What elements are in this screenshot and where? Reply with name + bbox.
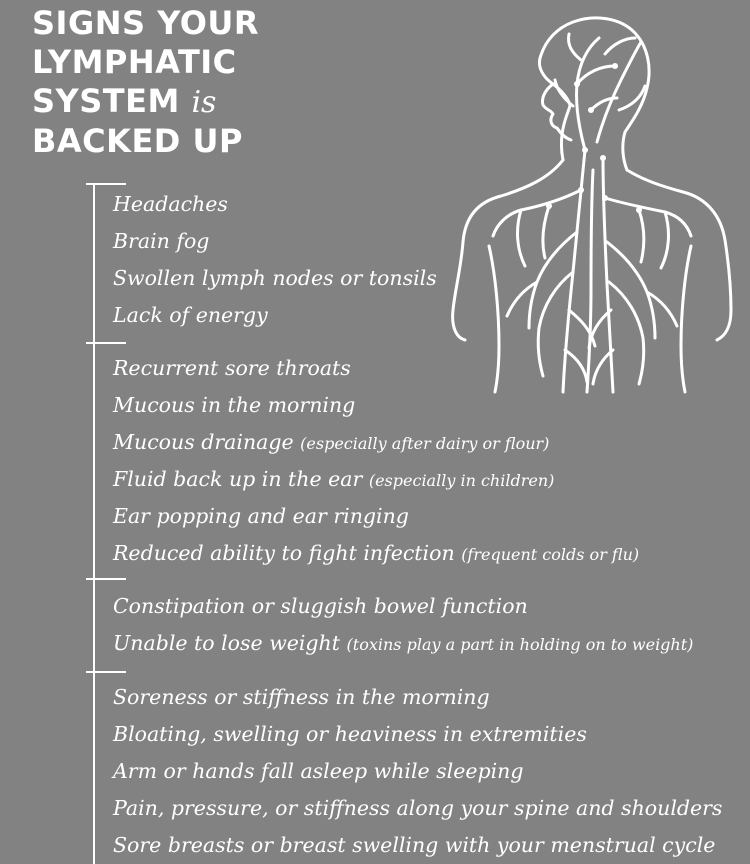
arm-right-inner [681,246,691,392]
title-line-1: SIGNS YOUR [32,4,260,42]
timeline-tick [86,578,126,580]
symptom-text: Pain, pressure, or stiffness along your spine and shoulders [113,796,723,820]
title-line-4: BACKED UP [32,122,243,160]
symptom-group-4 [113,679,722,864]
symptom-item [113,827,722,864]
symptom-item [113,297,437,334]
symptom-item [113,223,437,260]
title-line-3-script: is [191,85,217,120]
symptom-text: Arm or hands fall asleep while sleeping [113,759,524,783]
lymphatic-figure-illustration [445,10,735,395]
symptom-note: (frequent colds or flu) [461,545,640,564]
symptom-item [113,790,722,827]
symptom-text: Mucous in the morning [113,393,356,417]
symptom-item [113,588,693,625]
symptom-item [113,498,639,535]
symptom-item [113,350,639,387]
symptom-text: Bloating, swelling or heaviness in extremities [113,722,587,746]
symptom-text: Headaches [113,192,228,216]
symptom-text: Recurrent sore throats [113,356,351,380]
symptom-text: Ear popping and ear ringing [113,504,409,528]
symptom-text: Mucous drainage [113,430,294,454]
symptom-item [113,625,693,662]
symptom-item [113,679,722,716]
symptom-item [113,535,639,572]
symptom-group-1 [113,186,437,334]
symptom-item [113,260,437,297]
symptom-text: Swollen lymph nodes or tonsils [113,266,437,290]
symptom-item [113,424,639,461]
symptom-item [113,716,722,753]
symptom-note: (especially in children) [368,471,555,490]
symptom-text: Soreness or stiffness in the morning [113,685,490,709]
title-line-3 [32,82,259,122]
symptom-text: Brain fog [113,229,210,253]
symptom-text: Unable to lose weight [113,631,340,655]
symptom-note: (toxins play a part in holding on to weight) [346,635,694,654]
timeline-tick [86,342,126,344]
timeline-tick [86,671,126,673]
title-line-3-main: SYSTEM [32,82,180,120]
symptom-group-3 [113,588,693,662]
symptom-text: Sore breasts or breast swelling with your menstrual cycle [113,833,716,857]
symptom-text: Lack of energy [113,303,268,327]
symptom-item [113,186,437,223]
title-line-2: LYMPHATIC [32,43,237,81]
symptom-text: Reduced ability to fight infection [113,541,455,565]
page-title [32,4,259,161]
symptom-note: (especially after dairy or flour) [300,434,550,453]
symptom-group-2 [113,350,639,572]
symptom-item [113,461,639,498]
symptom-text: Constipation or sluggish bowel function [113,594,528,618]
symptom-item [113,387,639,424]
timeline-tick [86,183,126,185]
symptom-item [113,753,722,790]
timeline-line [93,183,95,864]
symptom-text: Fluid back up in the ear [113,467,363,491]
